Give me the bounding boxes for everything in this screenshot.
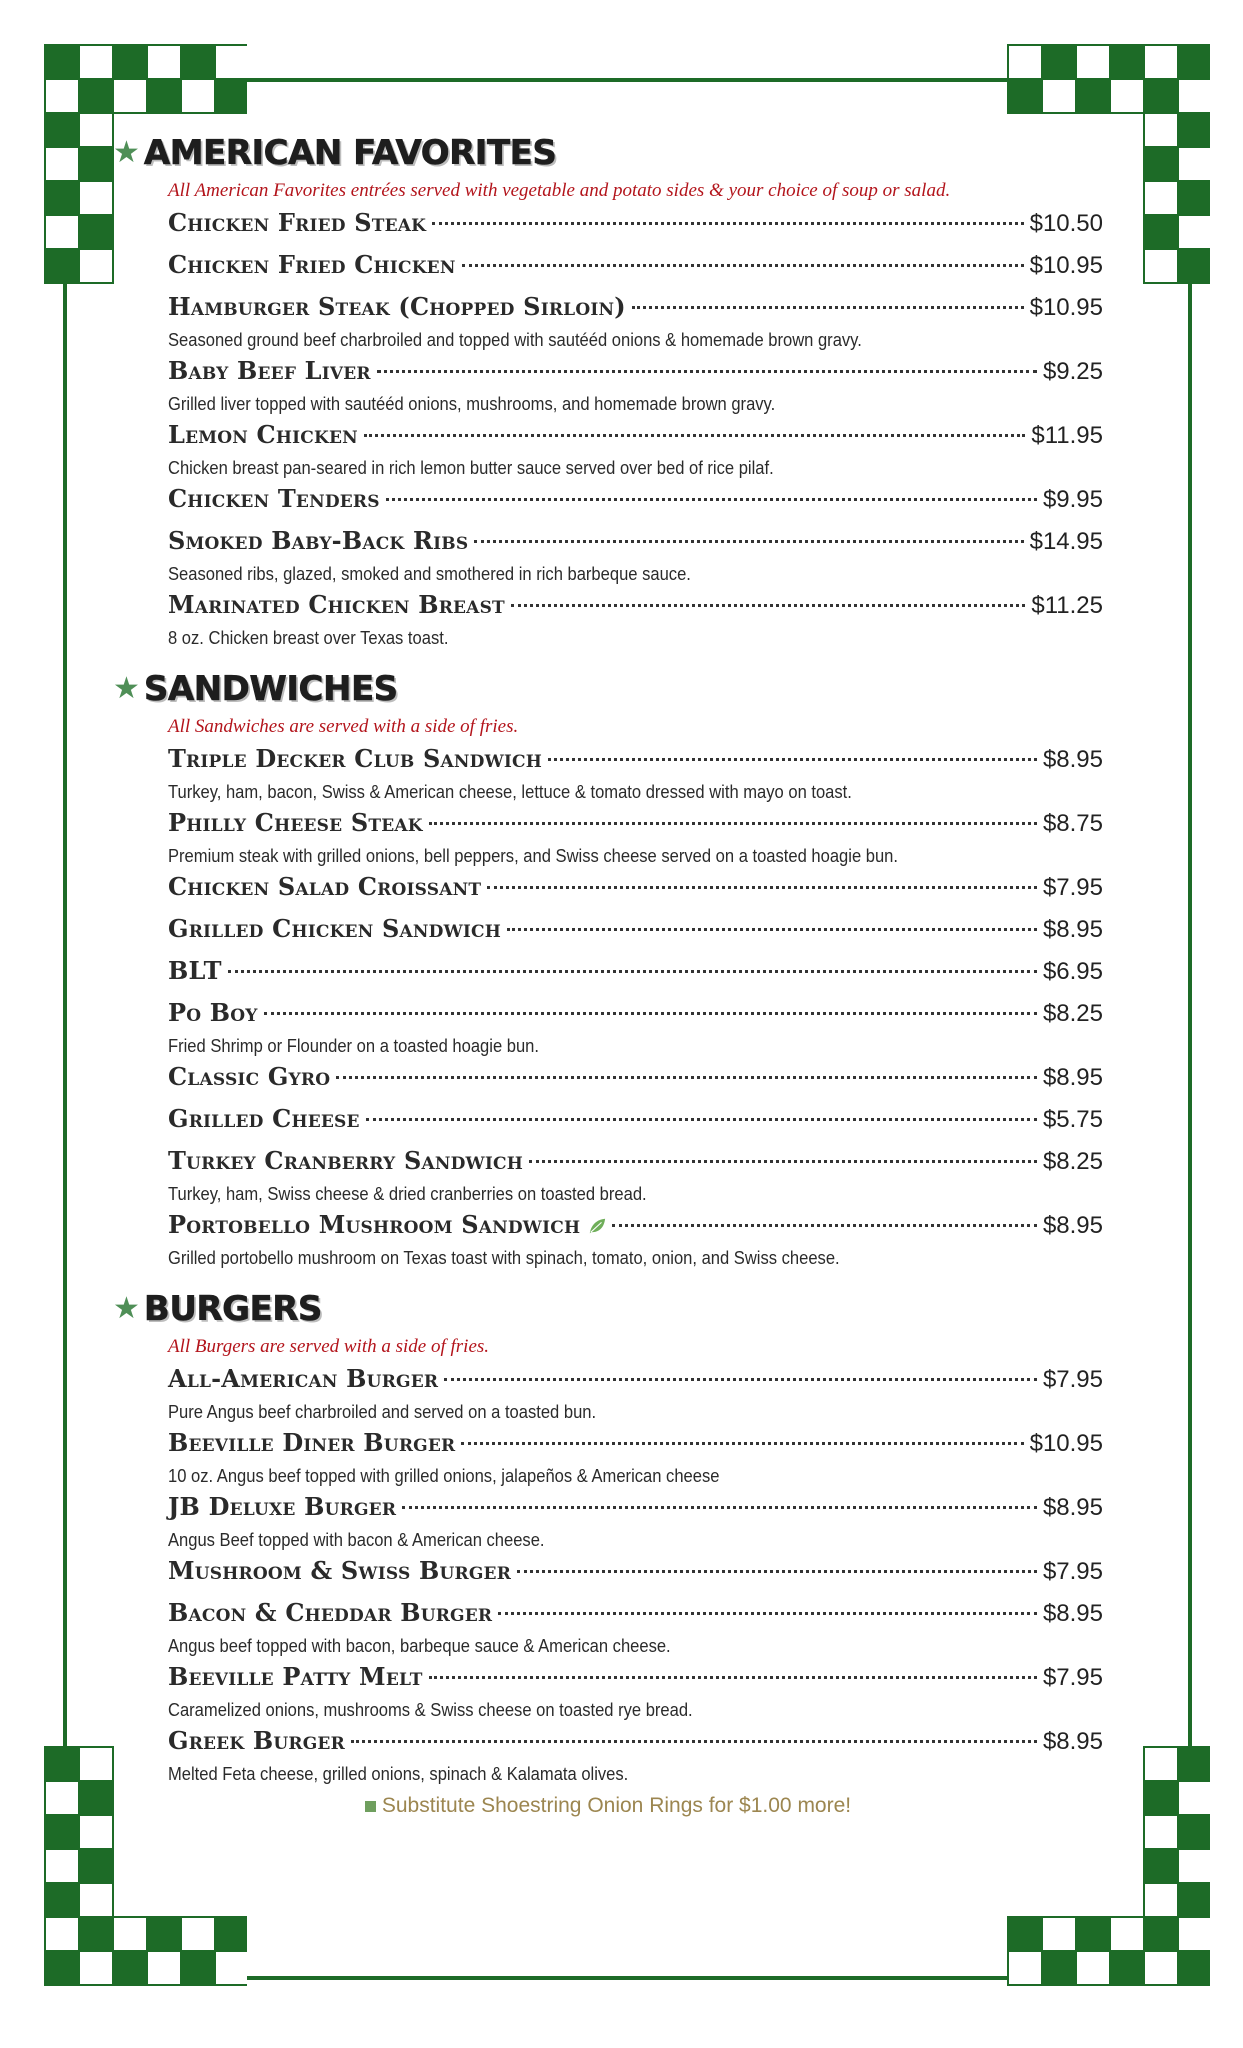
menu-item <box>168 1428 1103 1488</box>
menu-item-description: Fried Shrimp or Flounder on a toasted hoagie bun. <box>168 1036 539 1056</box>
menu-item-line <box>168 1428 1103 1466</box>
section-header <box>113 128 1103 178</box>
dot-leader <box>377 370 1037 373</box>
dot-leader <box>511 604 1025 607</box>
menu-item-line <box>168 356 1103 394</box>
dot-leader <box>429 1676 1037 1679</box>
menu-item <box>168 250 1103 288</box>
menu-item-price: $11.25 <box>1031 592 1103 619</box>
menu-item <box>168 744 1103 804</box>
menu-item <box>168 1492 1103 1552</box>
menu-item-name: Po Boy <box>168 998 258 1027</box>
dot-leader <box>474 540 1023 543</box>
menu-item-line <box>168 1104 1103 1142</box>
menu-item-line <box>168 808 1103 846</box>
menu-item-description: Turkey, ham, Swiss cheese & dried cranberries on toasted bread. <box>168 1184 647 1204</box>
dot-leader <box>364 434 1026 437</box>
menu-item <box>168 956 1103 994</box>
star-icon: ★ <box>113 1291 140 1326</box>
menu-item <box>168 292 1103 352</box>
menu-item-line <box>168 420 1103 458</box>
menu-item-name: Bacon & Cheddar Burger <box>168 1598 493 1627</box>
dot-leader <box>462 264 1024 267</box>
menu-item-name: Chicken Fried Chicken <box>168 250 456 279</box>
dot-leader <box>507 928 1037 931</box>
menu-item-name: Chicken Fried Steak <box>168 208 427 237</box>
menu-item <box>168 420 1103 480</box>
menu-item-price: $10.50 <box>1029 210 1103 237</box>
dot-leader <box>548 758 1037 761</box>
menu-item-line <box>168 1062 1103 1100</box>
menu-item-line <box>168 292 1103 330</box>
menu-item <box>168 1726 1103 1786</box>
menu-item <box>168 526 1103 586</box>
section-note: All American Favorites entrées served with vegetable and potato sides & your choice of soup or salad. <box>168 180 951 201</box>
menu-item-price: $7.95 <box>1042 1366 1103 1393</box>
dot-leader <box>336 1076 1037 1079</box>
menu-item-name: All-American Burger <box>168 1364 439 1393</box>
menu-item-name: Hamburger Steak (Chopped Sirloin) <box>168 292 626 321</box>
menu-item-name: Mushroom & Swiss Burger <box>168 1556 512 1585</box>
section-title: BURGERS <box>143 1289 322 1329</box>
menu-item <box>168 914 1103 952</box>
dot-leader <box>498 1612 1037 1615</box>
menu-item-price: $10.95 <box>1029 1430 1103 1457</box>
section-header <box>113 1284 1103 1334</box>
menu-item-name: Lemon Chicken <box>168 420 358 449</box>
menu-item-name: JB Deluxe Burger <box>168 1492 397 1521</box>
substitute-note: Substitute Shoestring Onion Rings for $1.00 more! <box>113 1794 1103 1818</box>
menu-item-line <box>168 1598 1103 1636</box>
menu-item-price: $7.95 <box>1042 1558 1103 1585</box>
menu-item-line <box>168 956 1103 994</box>
menu-item-price: $11.95 <box>1031 422 1103 449</box>
menu-item <box>168 1662 1103 1722</box>
menu-item-description: 10 oz. Angus beef topped with grilled onions, jalapeños & American cheese <box>168 1466 720 1486</box>
menu-item-description: Turkey, ham, bacon, Swiss & American cheese, lettuce & tomato dressed with mayo on toast. <box>168 782 852 802</box>
star-icon: ★ <box>113 135 140 170</box>
menu-item <box>168 590 1103 650</box>
menu-item-name: Grilled Chicken Sandwich <box>168 914 502 943</box>
menu-item-line <box>168 526 1103 564</box>
menu-item-line <box>168 872 1103 910</box>
menu-item-description: 8 oz. Chicken breast over Texas toast. <box>168 628 449 648</box>
dot-leader <box>461 1442 1023 1445</box>
menu-item-price: $14.95 <box>1029 528 1103 555</box>
menu-item-name: Chicken Tenders <box>168 484 380 513</box>
menu-item-price: $9.25 <box>1042 358 1103 385</box>
menu-item-line <box>168 1146 1103 1184</box>
menu-item <box>168 484 1103 522</box>
menu-item-price: $8.95 <box>1042 1212 1103 1239</box>
menu-item-price: $8.95 <box>1042 916 1103 943</box>
menu-item-description: Chicken breast pan-seared in rich lemon butter sauce served over bed of rice pilaf. <box>168 458 774 478</box>
menu-item <box>168 1062 1103 1100</box>
menu-item <box>168 808 1103 868</box>
dot-leader <box>429 822 1037 825</box>
dot-leader <box>386 498 1037 501</box>
menu-item-name: Smoked Baby-Back Ribs <box>168 526 469 555</box>
menu-item <box>168 1146 1103 1206</box>
menu-item-price: $10.95 <box>1029 252 1103 279</box>
menu-item-description: Angus Beef topped with bacon & American cheese. <box>168 1530 545 1550</box>
menu-item-name: Philly Cheese Steak <box>168 808 423 837</box>
menu-item-line <box>168 590 1103 628</box>
dot-leader <box>432 222 1023 225</box>
menu-item-name: Greek Burger <box>168 1726 345 1755</box>
section-note: All Burgers are served with a side of fries. <box>168 1336 490 1357</box>
menu-item-name: Chicken Salad Croissant <box>168 872 482 901</box>
menu-item-list <box>168 1364 1103 1786</box>
menu-item-name: Beeville Patty Melt <box>168 1662 423 1691</box>
menu-item-description: Pure Angus beef charbroiled and served on a toasted bun. <box>168 1402 597 1422</box>
dot-leader <box>264 1012 1037 1015</box>
menu-content <box>113 128 1103 1818</box>
menu-item-price: $7.95 <box>1042 1664 1103 1691</box>
section-title: AMERICAN FAVORITES <box>143 133 557 173</box>
menu-section <box>113 664 1103 1270</box>
menu-item <box>168 872 1103 910</box>
menu-item <box>168 1210 1103 1270</box>
green-square-icon <box>365 1801 376 1812</box>
menu-item-list <box>168 744 1103 1270</box>
menu-item-description: Seasoned ground beef charbroiled and topped with sautééd onions & homemade brown gravy. <box>168 330 862 350</box>
menu-item <box>168 1104 1103 1142</box>
menu-item-price: $10.95 <box>1029 294 1103 321</box>
menu-item-name: BLT <box>168 956 222 985</box>
menu-section <box>113 1284 1103 1786</box>
menu-item-description: Grilled portobello mushroom on Texas toast with spinach, tomato, onion, and Swiss cheese. <box>168 1248 840 1268</box>
dot-leader <box>612 1224 1037 1227</box>
menu-item-line <box>168 250 1103 288</box>
menu-item-name: Turkey Cranberry Sandwich <box>168 1146 523 1175</box>
section-note: All Sandwiches are served with a side of fries. <box>168 716 519 737</box>
menu-item-line <box>168 1364 1103 1402</box>
dot-leader <box>517 1570 1037 1573</box>
menu-item-line <box>168 208 1103 246</box>
menu-item-description: Angus beef topped with bacon, barbeque sauce & American cheese. <box>168 1636 671 1656</box>
menu-item-name: Classic Gyro <box>168 1062 331 1091</box>
dot-leader <box>402 1506 1037 1509</box>
menu-item-line <box>168 1210 1103 1248</box>
menu-item-description: Caramelized onions, mushrooms & Swiss cheese on toasted rye bread. <box>168 1700 693 1720</box>
dot-leader <box>351 1740 1037 1743</box>
dot-leader <box>487 886 1037 889</box>
leaf-icon <box>588 1217 606 1235</box>
section-header <box>113 664 1103 714</box>
menu-item-line <box>168 1492 1103 1530</box>
menu-item-line <box>168 1726 1103 1764</box>
menu-item <box>168 1364 1103 1424</box>
dot-leader <box>632 306 1024 309</box>
menu-item <box>168 208 1103 246</box>
menu-item-price: $6.95 <box>1042 958 1103 985</box>
menu-item-price: $8.95 <box>1042 1728 1103 1755</box>
menu-item-name: Portobello Mushroom Sandwich <box>168 1210 581 1239</box>
dot-leader <box>444 1378 1037 1381</box>
menu-item-price: $8.75 <box>1042 810 1103 837</box>
menu-item-list <box>168 208 1103 650</box>
menu-item <box>168 356 1103 416</box>
menu-item-name: Triple Decker Club Sandwich <box>168 744 543 773</box>
menu-section <box>113 128 1103 650</box>
menu-item-price: $8.95 <box>1042 1600 1103 1627</box>
menu-item-description: Melted Feta cheese, grilled onions, spinach & Kalamata olives. <box>168 1764 629 1784</box>
menu-item-line <box>168 1556 1103 1594</box>
menu-item-description: Premium steak with grilled onions, bell peppers, and Swiss cheese served on a toasted hoagie bun. <box>168 846 898 866</box>
dot-leader <box>529 1160 1037 1163</box>
menu-item-name: Baby Beef Liver <box>168 356 371 385</box>
dot-leader <box>228 970 1037 973</box>
menu-item-description: Grilled liver topped with sautééd onions, mushrooms, and homemade brown gravy. <box>168 394 776 414</box>
menu-item-line <box>168 744 1103 782</box>
menu-item-price: $8.25 <box>1042 1148 1103 1175</box>
menu-item-price: $5.75 <box>1042 1106 1103 1133</box>
menu-item-price: $8.95 <box>1042 1064 1103 1091</box>
menu-item-name: Marinated Chicken Breast <box>168 590 505 619</box>
menu-item <box>168 998 1103 1058</box>
menu-item-price: $7.95 <box>1042 874 1103 901</box>
menu-item-price: $8.25 <box>1042 1000 1103 1027</box>
menu-item-description: Seasoned ribs, glazed, smoked and smothered in rich barbeque sauce. <box>168 564 691 584</box>
star-icon: ★ <box>113 671 140 706</box>
dot-leader <box>366 1118 1037 1121</box>
menu-item-name: Grilled Cheese <box>168 1104 360 1133</box>
menu-item-line <box>168 1662 1103 1700</box>
menu-item-price: $8.95 <box>1042 1494 1103 1521</box>
menu-item-price: $8.95 <box>1042 746 1103 773</box>
section-title: SANDWICHES <box>143 669 398 709</box>
menu-item-name: Beeville Diner Burger <box>168 1428 456 1457</box>
menu-item-line <box>168 484 1103 522</box>
menu-item-line <box>168 998 1103 1036</box>
menu-item <box>168 1556 1103 1594</box>
menu-item <box>168 1598 1103 1658</box>
menu-item-line <box>168 914 1103 952</box>
menu-item-price: $9.95 <box>1042 486 1103 513</box>
